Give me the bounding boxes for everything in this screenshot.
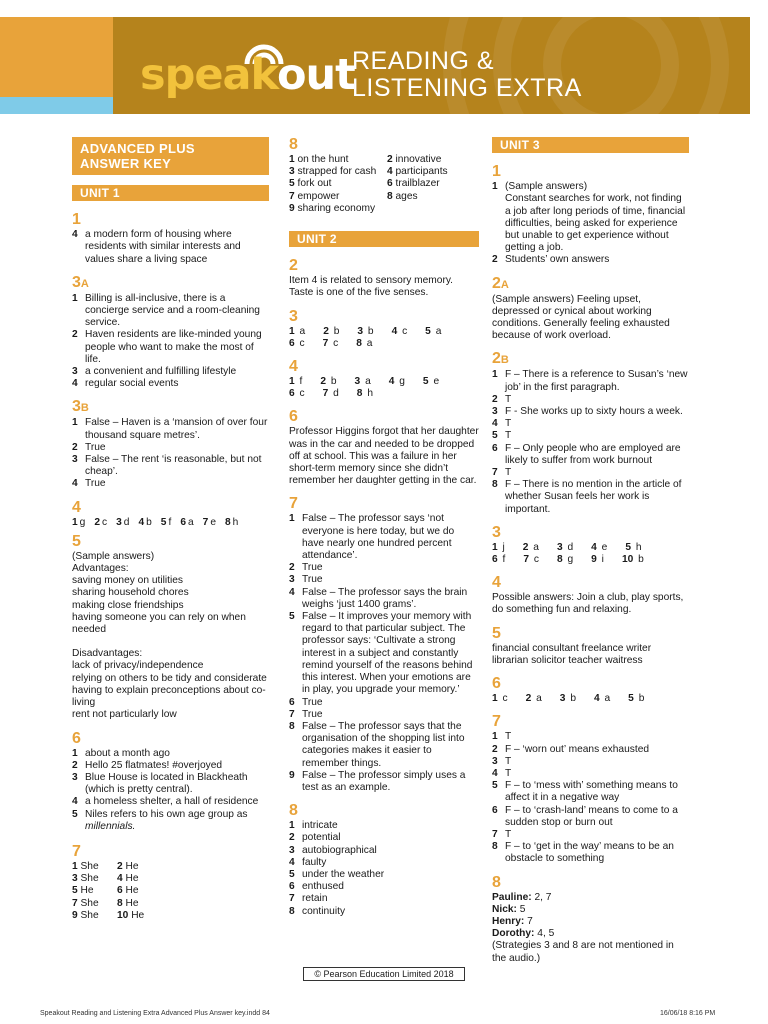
section-number: 8 [289,802,298,820]
list-item: 1 F – There is a reference to Susan’s ‘new job’ in the first paragraph. [492,369,688,393]
print-date: 16/06/18 8:16 PM [660,1010,716,1017]
section-number: 4 [72,498,81,516]
answer-grid: 1 on the hunt 2 innovative 3 strapped for cash 4 participants 5 fork out 6 trailblazer 7 empower 8 ages 9 sharing economy [289,154,448,214]
section-number: 3 [289,307,298,325]
text-paragraph: (Sample answers) Feeling upset, depressed or cynical about working conditions. Generally feeling exhausted because of work overload. [492,293,670,342]
list-item: 4 a modern form of housing where residents with similar interests and values share a living space [72,229,241,265]
column-3 [492,137,689,965]
list-item: 5 F – to ‘mess with’ something means to affect it in a negative way [492,780,678,804]
section-number: 1 [492,163,501,181]
unit-3-heading: UNIT 3 [492,137,689,153]
list-item: 1 Billing is all-inclusive, there is a concierge service and a room-cleaning service. [72,292,260,329]
name-answer: Nick: 5 [492,903,526,915]
list-item: 1 (Sample answers) [492,181,588,193]
list-item: 9 False – The professor simply uses a test as an example. [289,769,466,793]
list-item: 2 True [289,562,323,574]
list-item: 1 False – Haven is a ‘mansion of over four thousand square metres’. [72,417,268,441]
list-item: 6 F – Only people who are employed are likely to suffer from work burnout [492,442,681,466]
list-item: 2 T [492,393,512,405]
file-name: Speakout Reading and Listening Extra Advanced Plus Answer key.indd 84 [40,1010,270,1017]
text-line: (Sample answers) [72,550,155,562]
list-item: 4 faulty [289,856,327,868]
text-paragraph: Possible answers: Join a club, play sports, do something fun and relaxing. [492,592,684,616]
list-item: 7 T [492,467,512,479]
list-item: 7 retain [289,893,328,905]
list-item: Constant searches for work, not finding a job after long periods of time, financial difficulties, being asked for experience but unable to get experience without getting a job. [505,193,686,254]
header-accent-stripe [0,97,113,114]
list-item: 3 True [289,574,323,586]
section-number: 5 [492,624,501,642]
list-item: 1 intricate [289,820,338,832]
answer-grid: 1 She 2 He 3 She 4 He 5 He 6 He 7 She 8 He 9 She 10 He [72,860,145,921]
list-item: 1 T [492,731,512,743]
text-line: relying on others to be tidy and considerate [72,672,267,684]
copyright-box: © Pearson Education Limited 2018 [303,967,465,981]
section-number: 7 [492,713,501,731]
section-number: 8 [492,873,501,891]
section-number: 7 [72,842,81,860]
list-item: 3 Blue House is located in Blackheath (which is pretty central). [72,771,248,796]
list-item: 5 False – It improves your memory with regard to that particular subject. The professor says: ‘Cultivate a strong interest in a subject and constantly remind yourself of the reasons behind this interest. When your emotions are in play, you upgrade your memory.’ [289,611,473,696]
answer-key-title: ADVANCED PLUS ANSWER KEY [72,137,269,175]
list-item: 8 F – to ‘get in the way’ means to be an obstacle to something [492,841,674,865]
note-text: (Strategies 3 and 8 are not mentioned in the audio.) [492,940,674,964]
list-item: 5 T [492,430,512,442]
section-number: 8 [289,136,298,153]
list-item: 7 True [289,708,323,720]
answer-row: 1 a 2 b 3 b 4 c 5 a 6 c 7 c 8 a [289,325,442,349]
text-line: sharing household chores [72,587,189,599]
text-line: making close friendships [72,599,184,611]
speakout-logo: speakout [140,50,355,100]
list-item: 4 T [492,418,512,430]
section-number: 6 [492,675,501,693]
list-item: 4 a homeless shelter, a hall of residence [72,796,259,808]
section-number: 2A [492,274,509,292]
section-number: 1 [72,211,81,229]
section-number: 6 [289,408,298,426]
text-line: saving money on utilities [72,575,183,587]
name-answer: Henry: 7 [492,915,533,927]
section-number: 3B [72,398,89,416]
list-item: 6 True [289,696,323,708]
section-number: 2B [492,350,509,368]
list-item: 1 False – The professor says ‘not everyone is here today, but we do have nearly one hundred percent attendance’. [289,513,455,562]
column-1 [72,137,269,922]
list-item: 4 False – The professor says the brain weighs ‘just 1400 grams’. [289,586,468,610]
list-item: 3 a convenient and fulfilling lifestyle [72,366,237,378]
list-item: 5 under the weather [289,868,385,880]
text-line: Advantages: [72,563,129,575]
name-answer: Dorothy: 4, 5 [492,928,555,940]
answer-row: 1 c 2 a 3 b 4 a 5 b [492,693,645,705]
section-number: 5 [72,532,81,550]
text-paragraph: Professor Higgins forgot that her daughter was in the car and needed to be dropped off at school. This was a failure in her short-term memory since she didn’t remember her daughter getting in the car. [289,426,479,487]
list-item: 5 Niles refers to his own age group as millennials. [72,808,248,832]
answer-row: 1 g 2 c 3 d 4 b 5 f 6 a 7 e 8 h [72,516,239,528]
text-line: having someone you can rely on when needed [72,611,246,636]
section-number: 6 [72,729,81,747]
list-item: 7 T [492,828,512,840]
text-paragraph: Item 4 is related to sensory memory. Taste is one of the five senses. [289,275,453,299]
list-item: 3 T [492,755,512,767]
list-item: 8 continuity [289,905,346,917]
text-line: Disadvantages: [72,648,143,660]
list-item: 3 F - She works up to sixty hours a week. [492,406,683,418]
list-item: 2 F – ‘worn out’ means exhausted [492,743,650,755]
text-line: rent not particularly low [72,709,177,721]
list-item: 8 False – The professor says that the organisation of the shopping list into categories makes it easier to remember things. [289,720,465,769]
section-number: 3A [72,273,89,291]
list-item: 2 Students’ own answers [492,254,610,266]
list-item: 8 F – There is no mention in the article of whether Susan feels her work is important. [492,479,682,515]
page-title: READING & LISTENING EXTRA [352,47,582,102]
unit-1-heading: UNIT 1 [72,185,269,201]
list-item: 4 T [492,767,512,779]
header-accent-block [0,17,113,97]
section-number: 4 [289,358,298,376]
answer-row: 1 f 2 b 3 a 4 g 5 e 6 c 7 d 8 h [289,376,440,400]
text-paragraph: financial consultant freelance writer librarian solicitor teacher waitress [492,642,652,666]
section-number: 4 [492,574,501,592]
list-item: 2 potential [289,832,341,844]
list-item: 3 autobiographical [289,844,377,856]
list-item: 4 True [72,478,106,490]
list-item: 6 F – to ‘crash-land’ means to come to a sudden stop or burn out [492,804,678,828]
list-item: 2 Haven residents are like-minded young people who want to make the most of life. [72,329,262,365]
list-item: 3 False – The rent ‘is reasonable, but not cheap’. [72,454,262,478]
list-item: 1 about a month ago [72,747,170,759]
section-number: 2 [289,257,298,275]
list-item: 2 True [72,441,106,453]
text-line: lack of privacy/independence [72,660,204,672]
answer-row: 1 j 2 a 3 d 4 e 5 h 6 f 7 c 8 g 9 i 10 b [492,541,644,566]
section-number: 3 [492,523,501,541]
list-item: 4 regular social events [72,378,179,390]
list-item: 2 Hello 25 flatmates! #overjoyed [72,759,223,771]
section-number: 7 [289,495,298,513]
name-answer: Pauline: 2, 7 [492,891,552,903]
unit-2-heading: UNIT 2 [289,231,479,247]
list-item: 6 enthused [289,881,344,893]
text-line: having to explain preconceptions about co-living [72,684,266,709]
column-2 [289,132,479,918]
